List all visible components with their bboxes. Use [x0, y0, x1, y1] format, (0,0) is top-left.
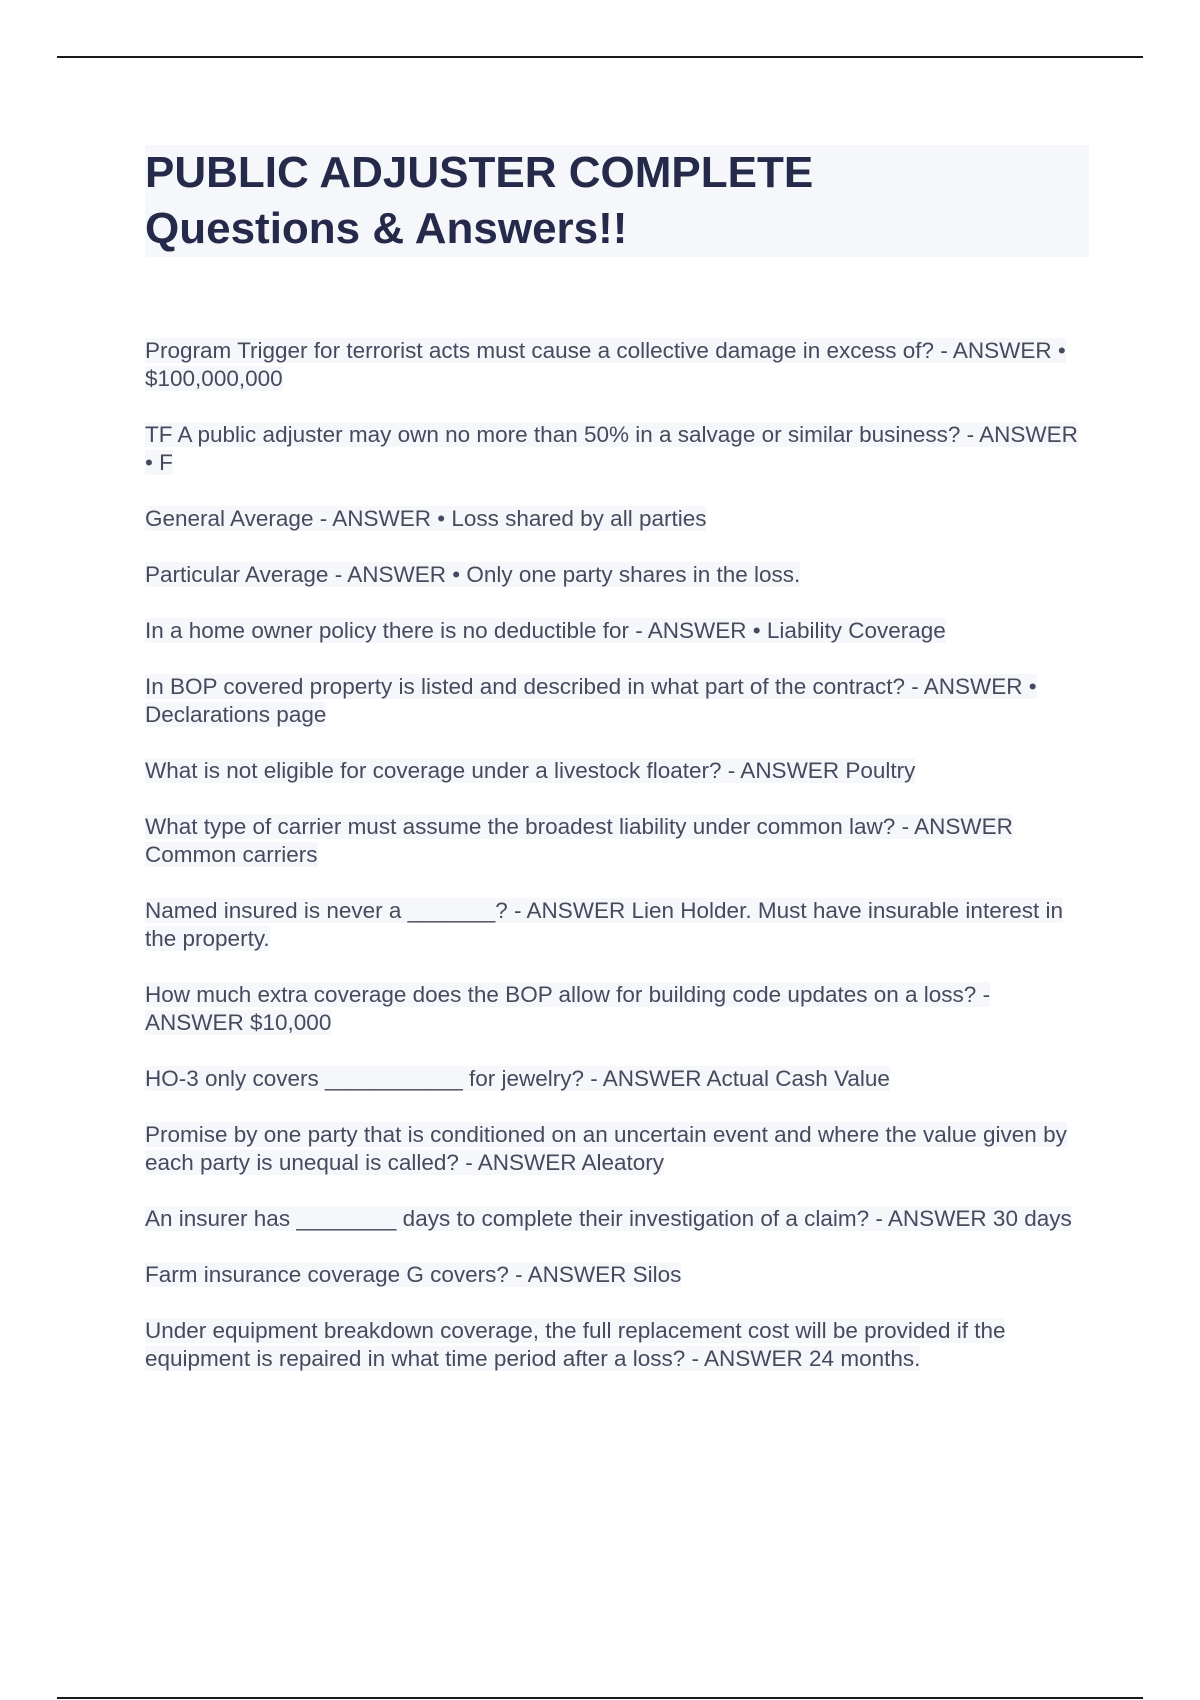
qa-text: Under equipment breakdown coverage, the full replacement cost will be provided if the equipment is repaired in what time period after a loss? - ANSWER 24 months.: [145, 1318, 1006, 1371]
qa-item: [145, 1065, 1089, 1093]
qa-text: General Average - ANSWER • Loss shared by all parties: [145, 506, 707, 531]
qa-item: [145, 337, 1089, 393]
qa-item: [145, 561, 1089, 589]
qa-text: Promise by one party that is conditioned on an uncertain event and where the value given by each party is unequal is called? - ANSWER Aleatory: [145, 1122, 1067, 1175]
bottom-rule: [57, 1697, 1143, 1699]
qa-text: Farm insurance coverage G covers? - ANSWER Silos: [145, 1262, 682, 1287]
qa-item: [145, 897, 1089, 953]
qa-text: Particular Average - ANSWER • Only one party shares in the loss.: [145, 562, 801, 587]
qa-item: [145, 813, 1089, 869]
qa-item: [145, 1317, 1089, 1373]
qa-item: [145, 757, 1089, 785]
qa-text: TF A public adjuster may own no more than 50% in a salvage or similar business? - ANSWER • F: [145, 422, 1078, 475]
title-line-1: PUBLIC ADJUSTER COMPLETE: [145, 148, 814, 197]
qa-text: In BOP covered property is listed and described in what part of the contract? - ANSWER • Declarations page: [145, 674, 1037, 727]
document-title: [145, 145, 1089, 257]
title-line-2: Questions & Answers!!: [145, 204, 628, 253]
qa-text: Program Trigger for terrorist acts must cause a collective damage in excess of? - ANSWER • $100,000,000: [145, 338, 1066, 391]
top-rule: [57, 56, 1143, 58]
title-block: [145, 145, 1089, 257]
qa-text: In a home owner policy there is no deductible for - ANSWER • Liability Coverage: [145, 618, 946, 643]
qa-item: [145, 617, 1089, 645]
qa-item: [145, 981, 1089, 1037]
qa-item: [145, 1205, 1089, 1233]
qa-item: [145, 1121, 1089, 1177]
qa-item: [145, 505, 1089, 533]
qa-text: HO-3 only covers ___________ for jewelry? - ANSWER Actual Cash Value: [145, 1066, 890, 1091]
qa-list: [145, 337, 1089, 1401]
qa-item: [145, 421, 1089, 477]
qa-text: An insurer has ________ days to complete their investigation of a claim? - ANSWER 30 days: [145, 1206, 1072, 1231]
qa-text: What type of carrier must assume the broadest liability under common law? - ANSWER Common carriers: [145, 814, 1013, 867]
qa-text: Named insured is never a _______? - ANSWER Lien Holder. Must have insurable interest in the property.: [145, 898, 1063, 951]
qa-text: How much extra coverage does the BOP allow for building code updates on a loss? - ANSWER $10,000: [145, 982, 991, 1035]
qa-item: [145, 1261, 1089, 1289]
qa-item: [145, 673, 1089, 729]
qa-text: What is not eligible for coverage under a livestock floater? - ANSWER Poultry: [145, 758, 916, 783]
